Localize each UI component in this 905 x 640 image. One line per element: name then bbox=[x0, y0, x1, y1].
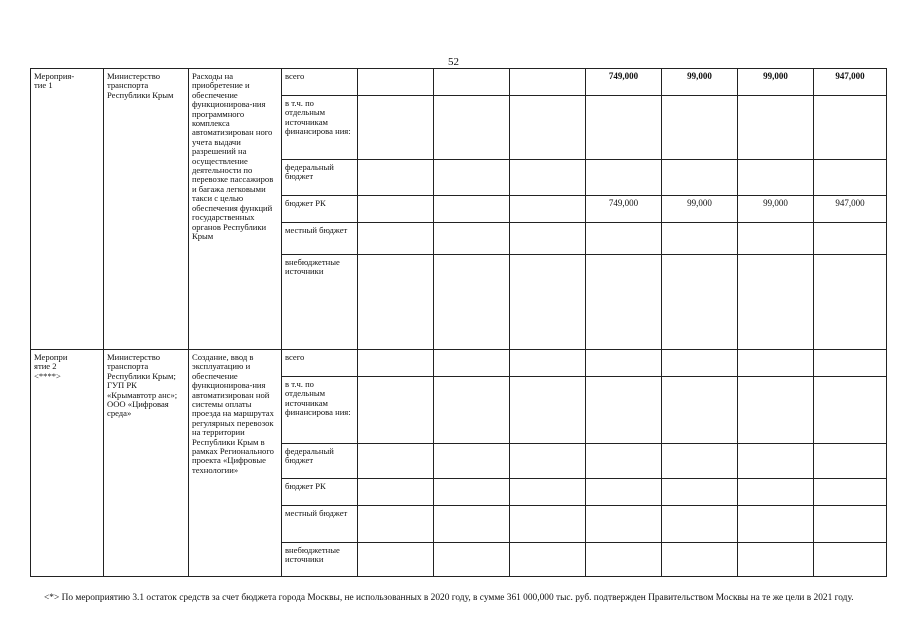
event-cell: Меропри ятие 2 <****> bbox=[31, 350, 104, 577]
source-label-cell: бюджет РК bbox=[282, 479, 358, 506]
value-cell bbox=[434, 350, 510, 377]
source-label-cell: местный бюджет bbox=[282, 223, 358, 255]
value-cell bbox=[358, 69, 434, 96]
value-cell: 947,000 bbox=[814, 196, 887, 223]
value-cell bbox=[586, 223, 662, 255]
value-cell bbox=[662, 350, 738, 377]
value-cell bbox=[434, 479, 510, 506]
value-cell: 749,000 bbox=[586, 196, 662, 223]
value-cell bbox=[434, 69, 510, 96]
value-cell bbox=[814, 479, 887, 506]
value-cell bbox=[358, 479, 434, 506]
value-cell bbox=[586, 255, 662, 350]
value-cell bbox=[662, 255, 738, 350]
value-cell bbox=[586, 350, 662, 377]
value-cell bbox=[434, 196, 510, 223]
budget-table bbox=[30, 68, 887, 577]
value-cell: 99,000 bbox=[738, 69, 814, 96]
value-cell bbox=[738, 255, 814, 350]
value-cell bbox=[510, 69, 586, 96]
source-label-cell: всего bbox=[282, 69, 358, 96]
event-cell: Мероприя- тие 1 bbox=[31, 69, 104, 350]
value-cell bbox=[738, 444, 814, 479]
value-cell bbox=[510, 255, 586, 350]
executor-cell: Министерство транспорта Республики Крым; ГУП РК «Крымавтотр анс»; ООО «Цифровая среда» bbox=[104, 350, 189, 577]
value-cell bbox=[434, 377, 510, 444]
source-label-cell: федеральный бюджет bbox=[282, 160, 358, 196]
value-cell bbox=[358, 543, 434, 577]
value-cell bbox=[586, 479, 662, 506]
source-label-cell: в т.ч. по отдельным источникам финансирова ния: bbox=[282, 377, 358, 444]
value-cell bbox=[662, 160, 738, 196]
value-cell bbox=[738, 223, 814, 255]
description-cell: Расходы на приобретение и обеспечение функционирова-ния программного комплекса автоматизирован ного учета выдачи разрешений на осуществление деятельности по перевозке пассажиров и багажа легковыми такси с целью обеспечения функций государственных органов Республики Крым bbox=[189, 69, 282, 350]
page-number: 52 bbox=[448, 56, 459, 68]
value-cell bbox=[586, 96, 662, 160]
value-cell bbox=[662, 377, 738, 444]
value-cell bbox=[358, 160, 434, 196]
source-label-cell: федеральный бюджет bbox=[282, 444, 358, 479]
value-cell bbox=[510, 444, 586, 479]
source-label-cell: бюджет РК bbox=[282, 196, 358, 223]
value-cell bbox=[662, 479, 738, 506]
value-cell bbox=[814, 506, 887, 543]
value-cell bbox=[358, 96, 434, 160]
value-cell bbox=[738, 479, 814, 506]
value-cell bbox=[510, 223, 586, 255]
value-cell: 749,000 bbox=[586, 69, 662, 96]
value-cell bbox=[586, 444, 662, 479]
description-cell: Создание, ввод в эксплуатацию и обеспечение функционирова-ния автоматизирован ной системы оплаты проезда на маршрутах регулярных перевозок на территории Республики Крым в рамках Регионального проекта «Цифровые технологии» bbox=[189, 350, 282, 577]
value-cell bbox=[434, 223, 510, 255]
value-cell bbox=[814, 543, 887, 577]
value-cell: 947,000 bbox=[814, 69, 887, 96]
table-row bbox=[31, 350, 887, 377]
value-cell bbox=[662, 543, 738, 577]
value-cell bbox=[358, 223, 434, 255]
source-label-cell: всего bbox=[282, 350, 358, 377]
value-cell bbox=[738, 377, 814, 444]
value-cell bbox=[434, 255, 510, 350]
value-cell: 99,000 bbox=[662, 196, 738, 223]
value-cell bbox=[358, 506, 434, 543]
value-cell bbox=[814, 160, 887, 196]
value-cell: 99,000 bbox=[662, 69, 738, 96]
value-cell bbox=[738, 350, 814, 377]
value-cell bbox=[358, 350, 434, 377]
value-cell bbox=[510, 196, 586, 223]
source-label-cell: внебюджетные источники bbox=[282, 255, 358, 350]
value-cell bbox=[510, 160, 586, 196]
value-cell bbox=[510, 506, 586, 543]
value-cell bbox=[510, 96, 586, 160]
value-cell bbox=[510, 479, 586, 506]
value-cell bbox=[586, 160, 662, 196]
value-cell bbox=[358, 255, 434, 350]
value-cell bbox=[510, 350, 586, 377]
value-cell bbox=[814, 96, 887, 160]
value-cell bbox=[586, 377, 662, 444]
value-cell bbox=[738, 160, 814, 196]
value-cell bbox=[814, 377, 887, 444]
value-cell bbox=[814, 255, 887, 350]
value-cell bbox=[662, 223, 738, 255]
value-cell bbox=[814, 444, 887, 479]
value-cell bbox=[586, 543, 662, 577]
value-cell bbox=[358, 377, 434, 444]
value-cell bbox=[434, 543, 510, 577]
value-cell bbox=[510, 377, 586, 444]
value-cell bbox=[434, 506, 510, 543]
value-cell bbox=[738, 543, 814, 577]
value-cell bbox=[510, 543, 586, 577]
value-cell bbox=[738, 506, 814, 543]
value-cell bbox=[814, 350, 887, 377]
value-cell bbox=[738, 96, 814, 160]
value-cell bbox=[586, 506, 662, 543]
value-cell bbox=[814, 223, 887, 255]
source-label-cell: внебюджетные источники bbox=[282, 543, 358, 577]
value-cell: 99,000 bbox=[738, 196, 814, 223]
value-cell bbox=[662, 506, 738, 543]
value-cell bbox=[358, 196, 434, 223]
value-cell bbox=[662, 444, 738, 479]
source-label-cell: в т.ч. по отдельным источникам финансирова ния: bbox=[282, 96, 358, 160]
value-cell bbox=[434, 160, 510, 196]
footnote: <*> По мероприятию 3.1 остаток средств за счет бюджета города Москвы, не использованных в 2020 году, в сумме 361 000,000 тыс. руб. подтвержден Правительством Москвы на те же цели в 2021 году. bbox=[44, 593, 854, 603]
value-cell bbox=[662, 96, 738, 160]
value-cell bbox=[358, 444, 434, 479]
value-cell bbox=[434, 444, 510, 479]
value-cell bbox=[434, 96, 510, 160]
source-label-cell: местный бюджет bbox=[282, 506, 358, 543]
executor-cell: Министерство транспорта Республики Крым bbox=[104, 69, 189, 350]
table-row bbox=[31, 69, 887, 96]
table-body bbox=[31, 69, 887, 577]
